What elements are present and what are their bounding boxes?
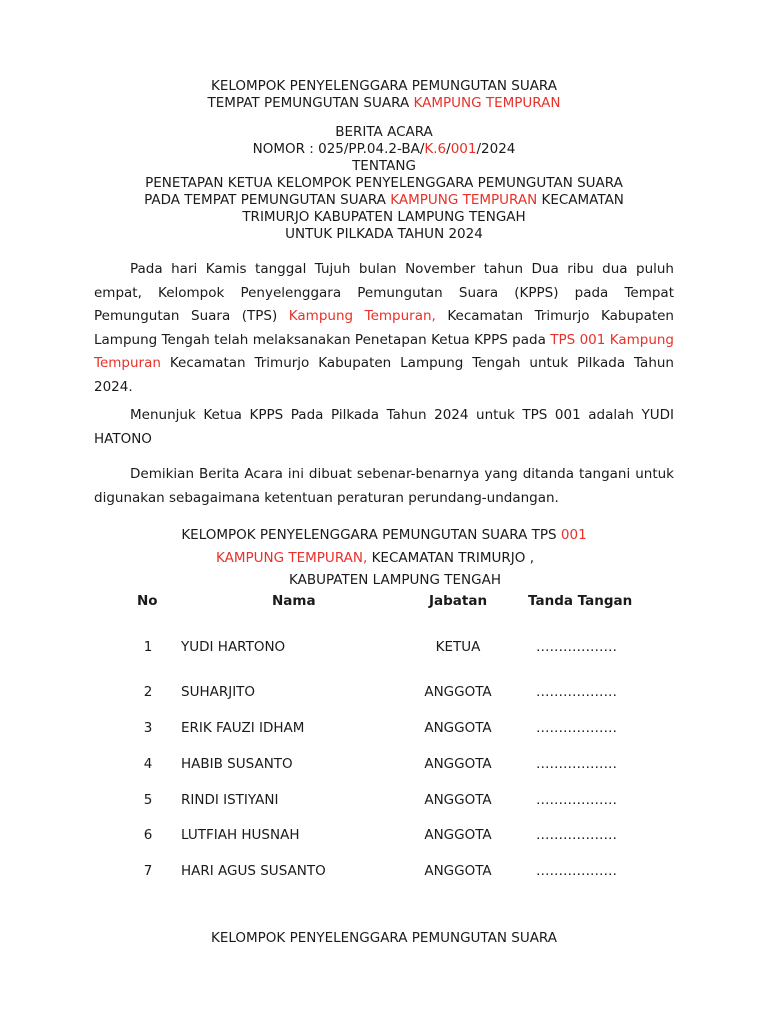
row-signature-line: ……………… [536,863,617,879]
row-nama: ERIK FAUZI IDHAM [181,720,305,736]
row-no: 3 [143,720,153,736]
row-jabatan: ANGGOTA [424,792,492,808]
row-nama: LUTFIAH HUSNAH [181,827,300,843]
document-tentang: TENTANG [352,158,416,174]
table-row [0,863,768,883]
row-no: 7 [143,863,153,879]
table-row [0,756,768,776]
sign-header-line3: KABUPATEN LAMPUNG TENGAH [289,572,501,588]
row-signature-line: ……………… [536,756,617,772]
body-paragraph-1: Pada hari Kamis tanggal Tujuh bulan November tahun Dua ribu dua puluh empat, Kelompok Penyelenggara Pemungutan Suara (KPPS) pada Tempat Pemungutan Suara (TPS) Kampung Tempuran, Kecamatan Trimurjo Kabupaten Lampung Tengah telah melaksanakan Penetapan Ketua KPPS pada TPS 001 Kampung Tempuran Kecamatan Trimurjo Kabupaten Lampung Tengah untuk Pilkada Tahun 2024. [94,261,674,395]
row-no: 2 [143,684,153,700]
row-no: 5 [143,792,153,808]
row-jabatan: KETUA [435,639,481,655]
org-header-kampung: KAMPUNG TEMPURAN [413,95,561,111]
row-nama: SUHARJITO [181,684,256,700]
row-signature-line: ……………… [536,684,617,700]
document-title-block [0,124,768,243]
row-jabatan: ANGGOTA [424,827,492,843]
footer-org-name: KELOMPOK PENYELENGGARA PEMUNGUTAN SUARA [210,930,558,946]
row-jabatan: ANGGOTA [424,720,492,736]
org-header-line1: KELOMPOK PENYELENGGARA PEMUNGUTAN SUARA [210,78,558,94]
document-subject-4: UNTUK PILKADA TAHUN 2024 [285,226,483,242]
row-no: 4 [143,756,153,772]
row-nama: HABIB SUSANTO [181,756,293,772]
table-row [0,639,768,659]
table-row [0,827,768,847]
table-row [0,720,768,740]
table-header-nama: Nama [272,593,316,609]
row-nama: YUDI HARTONO [181,639,286,655]
sign-header [0,524,768,592]
row-nama: RINDI ISTIYANI [181,792,279,808]
table-header-jabatan: Jabatan [429,593,488,609]
document-subject-2: PADA TEMPAT PEMUNGUTAN SUARA KAMPUNG TEMPURAN KECAMATAN [144,192,624,208]
row-signature-line: ……………… [536,792,617,808]
org-header-line2: TEMPAT PEMUNGUTAN SUARA KAMPUNG TEMPURAN [207,95,561,111]
row-jabatan: ANGGOTA [424,684,492,700]
sign-header-line2: KAMPUNG TEMPURAN, KECAMATAN TRIMURJO , [216,549,534,566]
row-no: 6 [143,827,153,843]
row-signature-line: ……………… [536,720,617,736]
row-signature-line: ……………… [536,827,617,843]
row-nama: HARI AGUS SUSANTO [181,863,326,879]
sign-header-line1: KELOMPOK PENYELENGGARA PEMUNGUTAN SUARA TPS 001 [181,527,587,543]
row-signature-line: ……………… [536,639,617,655]
table-row [0,684,768,704]
document-title: BERITA ACARA [335,124,433,140]
row-no: 1 [143,639,153,655]
body-paragraph-2: Menunjuk Ketua KPPS Pada Pilkada Tahun 2024 untuk TPS 001 adalah YUDI HATONO [94,407,674,447]
row-jabatan: ANGGOTA [424,756,492,772]
document-subject-1: PENETAPAN KETUA KELOMPOK PENYELENGGARA PEMUNGUTAN SUARA [145,175,623,191]
table-row [0,792,768,812]
org-header [0,78,768,112]
body-paragraph-3: Demikian Berita Acara ini dibuat sebenar-benarnya yang ditanda tangani untuk digunakan sebagaimana ketentuan peraturan perundang-undangan. [94,466,674,506]
row-jabatan: ANGGOTA [424,863,492,879]
document-number: NOMOR : 025/PP.04.2-BA/K.6/001/2024 [252,141,516,157]
table-header-no: No [137,593,158,609]
document-subject-3: TRIMURJO KABUPATEN LAMPUNG TENGAH [242,209,526,225]
table-header-tanda-tangan: Tanda Tangan [528,593,633,609]
